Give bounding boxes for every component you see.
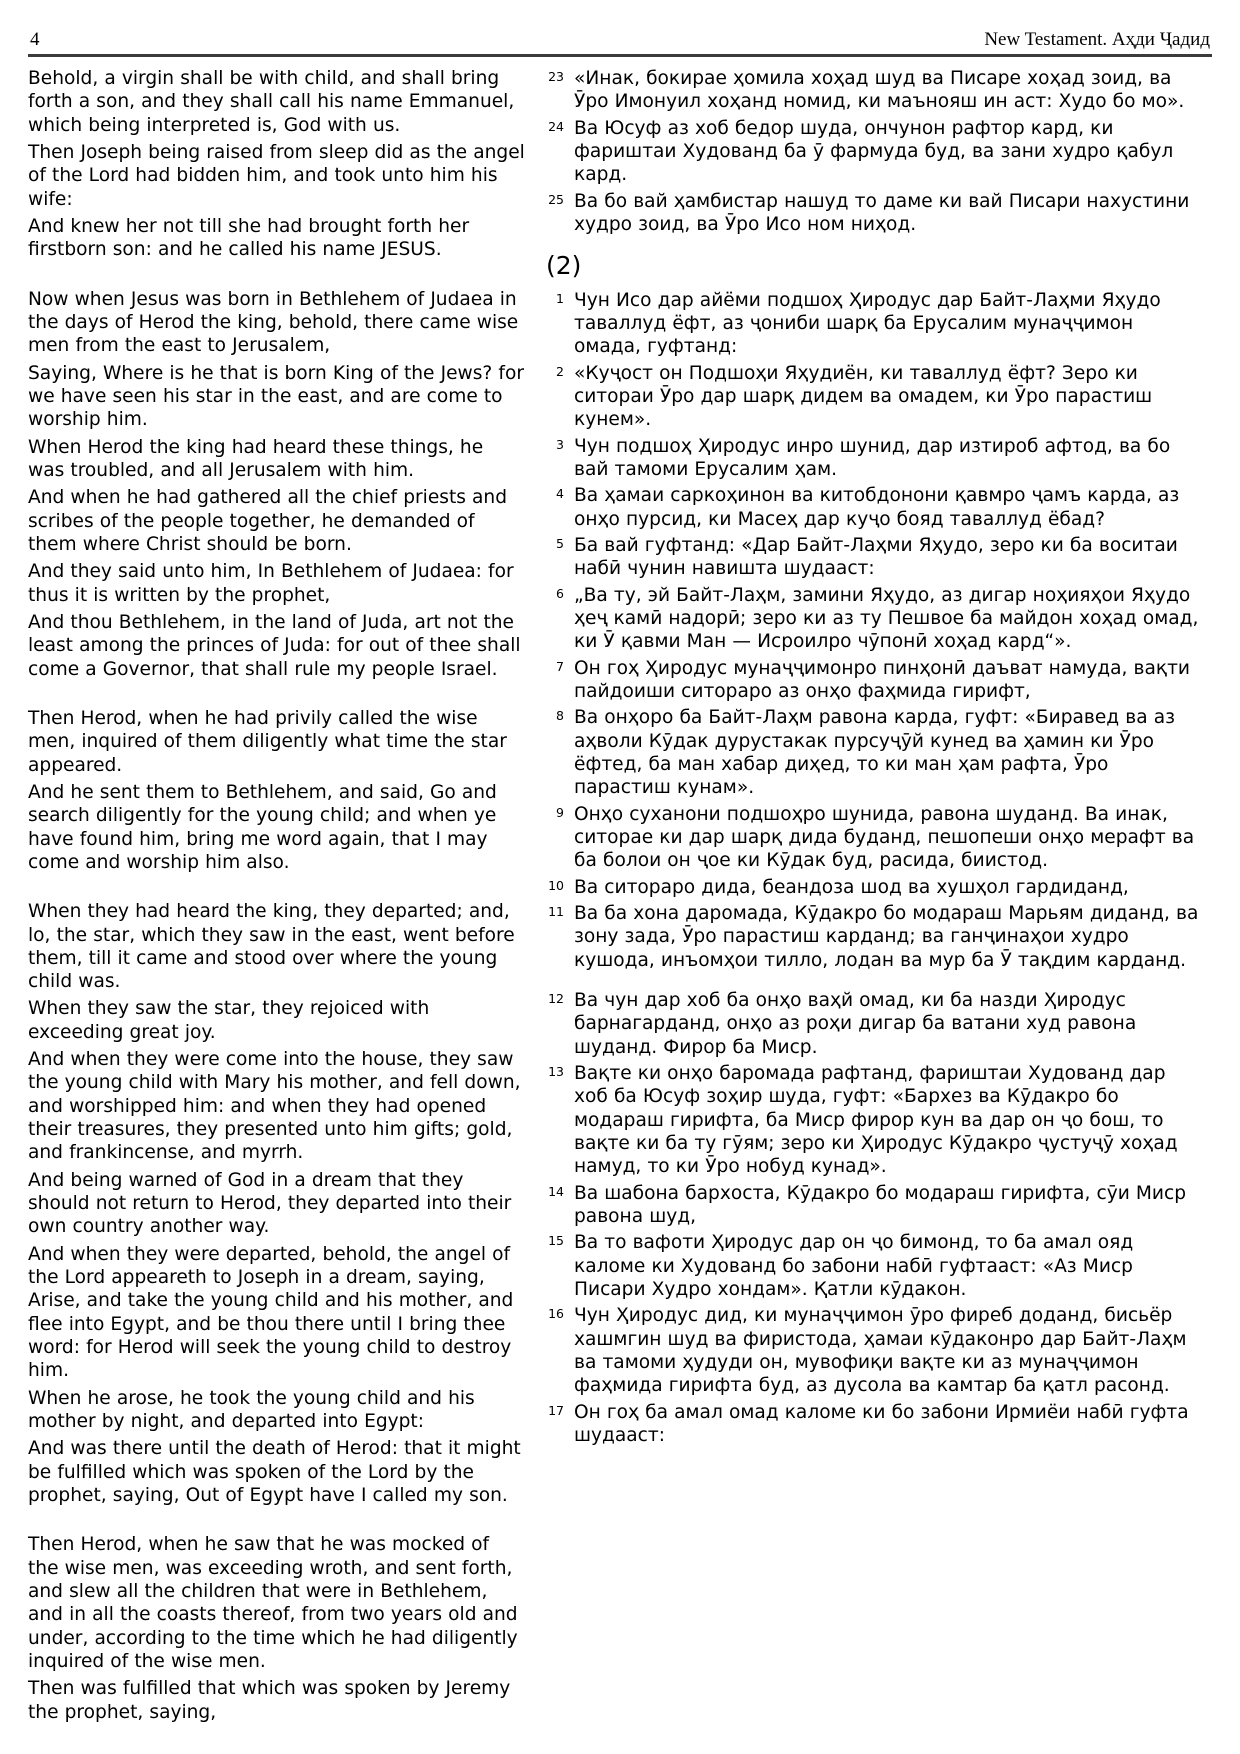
english-verse: Behold, a virgin shall be with child, and shall bring forth a son, and they shall call his name Emmanuel, which being interpreted is, God with us. <box>28 68 515 136</box>
tajik-verse <box>540 1062 1205 1179</box>
verse-number: 1 <box>556 290 564 306</box>
verse-text: Чун Ҳиродус дид, ки мунаҷҷимон ӯро фиреб доданд, бисьёр хашмгин шуд ва фиристода, ҳамаи кӯдаконро дар Байт-Лаҳм ва тамоми ҳудуди он, мувофиқи вақте ки аз мунаҷҷимон фаҳмида гирифта буд, аз дусола ва камтар ба қатл расонд. <box>574 1305 1187 1397</box>
verse-text: «Куҷост он Подшоҳи Яҳудиён, ки таваллуд ёфт? Зеро ки ситораи Ӯро дар шарқ дидем ва омадем, ки Ӯро парастиш кунем». <box>574 362 1153 431</box>
tajik-verse <box>540 584 1205 654</box>
tajik-verse <box>540 117 1205 187</box>
verse-text: Чун подшоҳ Ҳиродус инро шунид, дар изтироб афтод, ва бо вай тамоми Ерусалим ҳам. <box>574 435 1171 481</box>
english-verse: Then Herod, when he had privily called the wise men, inquired of them diligently what time the star appeared. <box>28 707 507 776</box>
verse-text: Он гоҳ ба амал омад каломе ки бо забони Ирмиёи набӣ гуфта шудааст: <box>574 1401 1189 1446</box>
verse-text: «Инак, бокирае ҳомила хоҳад шуд ва Писаре хоҳад зоид, ва Ӯро Имонуил хоҳанд номид, ки маънояш ин аст: Худо бо мо». <box>574 68 1185 113</box>
english-verse: When they saw the star, they rejoiced with exceeding great joy. <box>28 998 430 1043</box>
verse-text: Ва бо вай ҳамбистар нашуд то даме ки вай Писари нахустини худро зоид, ва Ӯро Исо ном ниҳод. <box>574 190 1190 235</box>
tajik-verse <box>540 902 1205 972</box>
chapter-gap <box>28 266 525 288</box>
running-header <box>28 30 1212 54</box>
english-verse: When Herod the king had heard these things, he was troubled, and all Jerusalem with him. <box>28 436 484 481</box>
verse-number: 9 <box>556 804 564 820</box>
tajik-verse <box>540 289 1205 359</box>
english-verse: And they said unto him, In Bethlehem of Judaea: for thus it is written by the prophet, <box>28 561 514 606</box>
english-verse: Then Herod, when he saw that he was mocked of the wise men, was exceeding wroth, and sent forth, and slew all the children that were in Bethlehem, and in all the coasts thereof, from two years old and under, according to the time which he had diligently inquired of the wise men. <box>28 1534 518 1673</box>
english-verse: And when he had gathered all the chief priests and scribes of the people together, he demanded of them where Christ should be born. <box>28 487 508 555</box>
tajik-verse <box>540 1231 1205 1301</box>
verse-text: Чун Исо дар айёми подшоҳ Ҳиродус дар Байт-Лаҳми Яҳудо таваллуд ёфт, аз ҷониби шарқ ба Ерусалим мунаҷҷимон омада, гуфтанд: <box>574 289 1161 358</box>
verse-number: 23 <box>548 69 564 84</box>
english-verse: And when they were come into the house, they saw the young child with Mary his mother, and fell down, and worshipped him: and when they had opened their treasures, they presented unto him gifts; gold, and frankincense, and myrrh. <box>28 1049 521 1164</box>
verse-text: Вақте ки онҳо баромада рафтанд, фариштаи Худованд дар хоб ба Юсуф зоҳир шуда, гуфт: «Бархез ва Кӯдакро бо модараш гирифта, ба Миср фирор кун ва дар он ҷо бош, то вақте ки ба ту гӯям; зеро ки Ҳиродус Кӯдакро ҷустуҷӯ хоҳад намуд, то ки Ӯро нобуд кунад». <box>574 1062 1178 1178</box>
page-number: 4 <box>30 29 40 50</box>
verse-number: 14 <box>548 1183 564 1199</box>
english-verse: When they had heard the king, they departed; and, lo, the star, which they saw in the east, went before them, till it came and stood over where the young child was. <box>28 901 515 993</box>
header-rule <box>28 54 1212 57</box>
verse-number: 2 <box>556 363 564 379</box>
verse-text: Онҳо суханони подшоҳро шунида, равона шуданд. Ва инак, ситорае ки дар шарқ дида буданд, пешопеши онҳо мерафт ва ба болои он ҷое ки Кӯдак буд, расида, биистод. <box>574 803 1195 872</box>
tajik-verse <box>540 484 1205 531</box>
english-verse: And was there until the death of Herod: that it might be fulfilled which was spoken of the Lord by the prophet, saying, Out of Egypt have I called my son. <box>28 1438 521 1507</box>
paragraph-gap <box>28 685 525 707</box>
verse-text: Ва ҳамаи саркоҳинон ва китобдонони қавмро ҷамъ карда, аз онҳо пурсид, ки Масеҳ дар куҷо бояд таваллуд ёбад? <box>574 485 1180 530</box>
verse-number: 10 <box>548 877 564 893</box>
verse-text: Ва ба хона даромада, Кӯдакро бо модараш Марьям диданд, ва зону зада, Ӯро парастиш карданд; ва ганҷинаҳои худро кушода, инъомҳои тилло, лодан ва мур ба Ӯ тақдим карданд. <box>574 903 1199 971</box>
verse-number: 24 <box>548 118 564 134</box>
verse-text: Ба вай гуфтанд: «Дар Байт-Лаҳми Яҳудо, зеро ки ба воситаи набӣ чунин навишта шудааст: <box>574 535 1178 580</box>
verse-number: 6 <box>556 585 564 601</box>
verse-number: 4 <box>556 486 564 502</box>
english-verse: And being warned of God in a dream that they should not return to Herod, they departed into their own country another way. <box>28 1169 512 1238</box>
verse-text: Ва Юсуф аз хоб бедор шуда, ончунон рафтор кард, ки фариштаи Худованд ба ӯ фармуда буд, ва зани худро қабул кард. <box>574 117 1174 186</box>
tajik-verse <box>540 435 1205 482</box>
english-verse: Then Joseph being raised from sleep did as the angel of the Lord had bidden him, and took unto him his wife: <box>28 141 525 210</box>
english-verse: And knew her not till she had brought forth her firstborn son: and he called his name JESUS. <box>28 215 470 261</box>
verse-text: Ва чун дар хоб ба онҳо ваҳй омад, ки ба назди Ҳиродус барнагарданд, онҳо аз роҳи дигар ба ватани худ равона шуданд. Фирор ба Миср. <box>574 989 1137 1058</box>
verse-number: 11 <box>548 904 564 919</box>
verse-number: 3 <box>556 436 564 452</box>
verse-number: 8 <box>556 708 564 724</box>
verse-number: 16 <box>548 1306 564 1322</box>
verse-number: 25 <box>548 191 564 207</box>
tajik-verse <box>540 1401 1205 1448</box>
tajik-verse <box>540 1182 1205 1229</box>
tajik-verse <box>540 190 1205 237</box>
english-verse: And when they were departed, behold, the angel of the Lord appeareth to Joseph in a dream, saying, Arise, and take the young child and his mother, and flee into Egypt, and be thou there until I bring thee word: for Herod will seek the young child to destroy him. <box>28 1243 514 1382</box>
tajik-verse <box>540 534 1205 581</box>
tajik-column <box>533 67 1205 1450</box>
tajik-verse <box>540 362 1205 432</box>
tajik-verse <box>540 876 1205 899</box>
tajik-verse <box>540 706 1205 799</box>
chapter-marker: (2) <box>546 251 582 281</box>
english-verse: When he arose, he took the young child and his mother by night, and departed into Egypt: <box>28 1387 475 1433</box>
verse-text: Он гоҳ Ҳиродус мунаҷҷимонро пинҳонӣ даъват намуда, вақти пайдоиши ситораро аз онҳо фаҳмида гирифт, <box>574 657 1191 703</box>
tajik-verse <box>540 657 1205 704</box>
book-title: New Testament. Аҳди Ҷадид <box>984 29 1210 50</box>
verse-number: 7 <box>556 658 564 674</box>
verse-text: Ва шабона бархоста, Кӯдакро бо модараш гирифта, сӯи Миср равона шуд, <box>574 1182 1187 1227</box>
english-verse: And he sent them to Bethlehem, and said, Go and search diligently for the young child; and when ye have found him, bring me word again, that I may come and worship him also. <box>28 781 497 873</box>
verse-number: 17 <box>548 1402 564 1418</box>
english-verse: Now when Jesus was born in Bethlehem of Judaea in the days of Herod the king, behold, there came wise men from the east to Jerusalem, <box>28 288 519 357</box>
verse-number: 12 <box>548 990 564 1006</box>
verse-number: 5 <box>556 536 564 552</box>
verse-number: 13 <box>548 1063 564 1079</box>
verse-number: 15 <box>548 1233 564 1249</box>
paragraph-gap <box>28 878 525 900</box>
tajik-verse <box>540 1304 1205 1397</box>
english-verse: Then was fulfilled that which was spoken by Jeremy the prophet, saying, <box>28 1678 511 1723</box>
verse-text: „Ва ту, эй Байт-Лаҳм, замини Яҳудо, аз дигар ноҳияҳои Яҳудо ҳеҷ камӣ надорӣ; зеро ки аз ту Пешвое ба майдон хоҳад омад, ки Ӯ қавми Ман — Исроилро чӯпонӣ хоҳад кард“». <box>574 584 1199 653</box>
verse-text: Ва ситораро дида, беандоза шод ва хушҳол гардиданд, <box>574 876 1129 898</box>
english-column <box>28 67 533 1728</box>
tajik-verse <box>540 989 1205 1059</box>
english-verse: And thou Bethlehem, in the land of Juda, art not the least among the princes of Juda: for out of thee shall come a Governor, that shall rule my people Israel. <box>28 611 521 680</box>
two-column-body <box>28 67 1212 1728</box>
tajik-verse <box>540 67 1205 114</box>
paragraph-gap <box>540 975 1205 989</box>
verse-text: Ва то вафоти Ҳиродус дар он ҷо бимонд, то ба амал ояд каломе ки Худованд бо забони набӣ гуфтааст: «Аз Миср Писари Худро хондам». Қатли кӯдакон. <box>574 1232 1134 1300</box>
paragraph-gap <box>28 1511 525 1533</box>
verse-text: Ва онҳоро ба Байт-Лаҳм равона карда, гуфт: «Биравед ва аз аҳволи Кӯдак дурустакак пурсуҷӯй кунед ва ҳамин ки Ӯро ёфтед, ба ман хабар диҳед, то ки ман ҳам рафта, Ӯро парастиш кунам». <box>574 707 1176 799</box>
english-verse: Saying, Where is he that is born King of the Jews? for we have seen his star in the east, and are come to worship him. <box>28 362 524 431</box>
tajik-verse <box>540 803 1205 873</box>
